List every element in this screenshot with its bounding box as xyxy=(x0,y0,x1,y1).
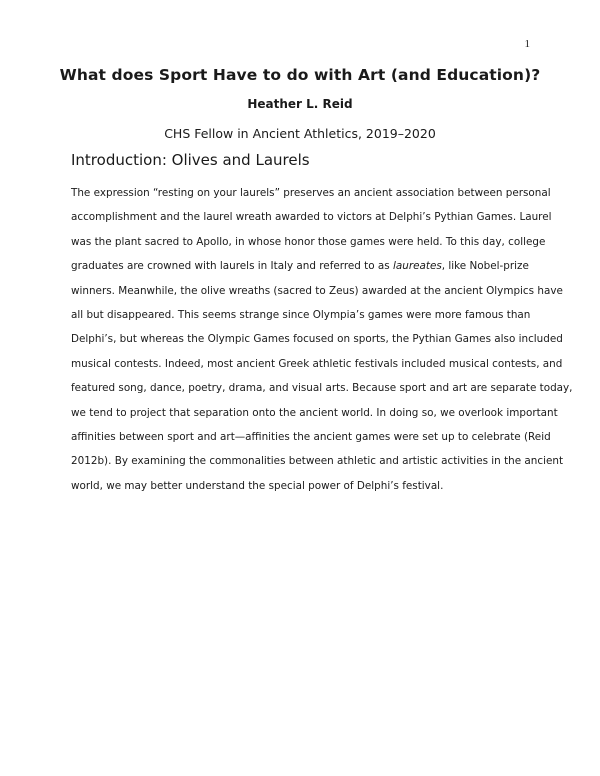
paragraph-line: featured song, dance, poetry, drama, and visual arts. Because sport and art are separate today, xyxy=(71,382,573,395)
document-title: What does Sport Have to do with Art (and Education)? xyxy=(59,66,541,84)
paragraph-text: graduates are crowned with laurels in Italy and referred to as xyxy=(71,260,393,273)
italic-term: laureates xyxy=(393,260,442,273)
paragraph-text: , like Nobel-prize xyxy=(441,260,529,273)
paragraph-line: world, we may better understand the special power of Delphi’s festival. xyxy=(71,479,444,492)
page-number: 1 xyxy=(524,38,530,50)
paragraph-line: The expression “resting on your laurels” preserves an ancient association between personal xyxy=(71,187,551,199)
author-affiliation: CHS Fellow in Ancient Athletics, 2019–2020 xyxy=(164,126,436,141)
paragraph-line: we tend to project that separation onto the ancient world. In doing so, we overlook important xyxy=(71,406,558,419)
paragraph-line: 2012b). By examining the commonalities between athletic and artistic activities in the ancient xyxy=(71,455,564,468)
body-paragraph xyxy=(71,181,573,498)
paragraph-line: was the plant sacred to Apollo, in whose honor those games were held. To this day, college xyxy=(71,235,546,248)
paragraph-line: affinities between sport and art—affinities the ancient games were set up to celebrate (Reid xyxy=(71,431,551,444)
author-name: Heather L. Reid xyxy=(247,97,353,111)
paragraph-line: all but disappeared. This seems strange since Olympia’s games were more famous than xyxy=(71,309,531,322)
paragraph-line xyxy=(71,254,535,278)
paragraph-line: musical contests. Indeed, most ancient Greek athletic festivals included musical contests, and xyxy=(71,357,563,370)
paragraph-line: Delphi’s, but whereas the Olympic Games focused on sports, the Pythian Games also included xyxy=(71,333,563,346)
paragraph-line: winners. Meanwhile, the olive wreaths (sacred to Zeus) awarded at the ancient Olympics have xyxy=(71,284,563,297)
section-heading: Introduction: Olives and Laurels xyxy=(71,151,310,169)
paragraph-line: accomplishment and the laurel wreath awarded to victors at Delphi’s Pythian Games. Laurel xyxy=(71,211,552,224)
